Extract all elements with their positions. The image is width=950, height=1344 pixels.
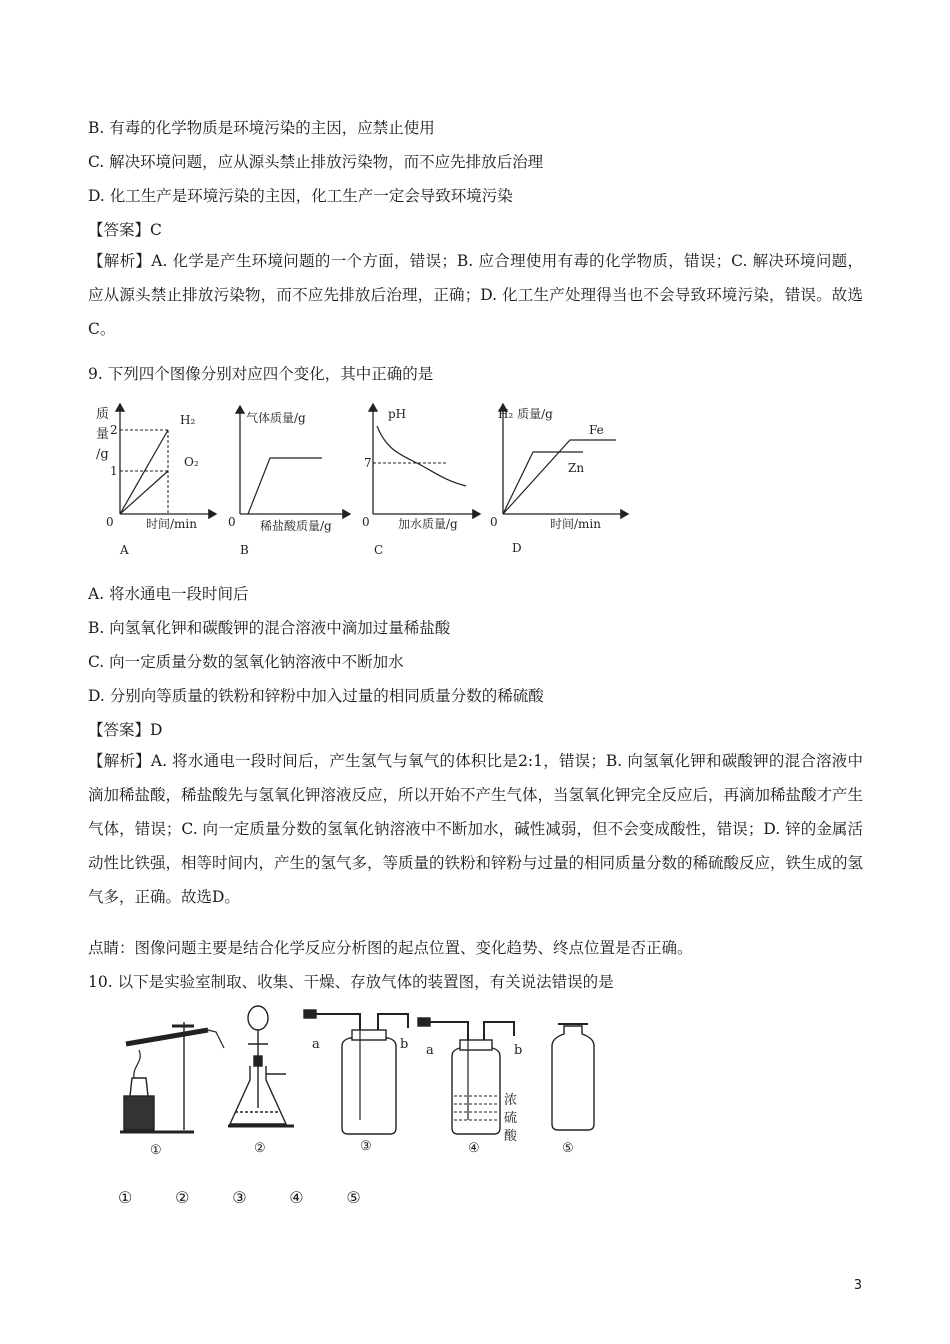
q8-option-c: C. 解决环境问题，应从源头禁止排放污染物，而不应先排放后治理 (88, 153, 544, 171)
q10-option-2: ② (175, 1188, 190, 1207)
q9-graphs-figure (88, 396, 648, 561)
fe-line (503, 440, 616, 514)
q9-stem: 9. 下列四个图像分别对应四个变化，其中正确的是 (88, 365, 434, 383)
q10-option-row (118, 1188, 398, 1207)
q10-stem: 10. 以下是实验室制取、收集、干燥、存放气体的装置图，有关说法错误的是 (88, 973, 614, 991)
graph-c-origin: 0 (362, 515, 370, 529)
graph-c-curve (377, 426, 466, 486)
apparatus-label-1: ① (150, 1143, 162, 1158)
q9-option-a: A. 将水通电一段时间后 (88, 585, 249, 603)
apparatus-3-b: b (400, 1037, 409, 1052)
apparatus-label-5: ⑤ (562, 1141, 574, 1156)
graph-c-letter: C (374, 543, 384, 557)
q9-tip: 点睛：图像问题主要是结合化学反应分析图的起点位置、变化趋势、终点位置是否正确。 (88, 939, 693, 957)
apparatus-4-a: a (426, 1043, 434, 1058)
q10-option-1: ① (118, 1188, 133, 1207)
apparatus-5 (552, 1024, 594, 1130)
graph-b-curve (248, 458, 322, 514)
q9-option-c: C. 向一定质量分数的氢氧化钠溶液中不断加水 (88, 653, 404, 671)
graph-c-xlabel: 加水质量/g (398, 517, 458, 531)
apparatus-4 (418, 1018, 514, 1134)
graph-b-ylabel: 气体质量/g (246, 411, 306, 425)
q9-option-b: B. 向氢氧化钾和碳酸钾的混合溶液中滴加过量稀盐酸 (88, 619, 451, 637)
acid-label-3: 酸 (504, 1129, 518, 1144)
apparatus-3 (304, 1010, 408, 1134)
apparatus-2 (228, 1006, 294, 1126)
graph-a-o2-label: O₂ (184, 455, 199, 469)
q10-option-4: ④ (289, 1188, 304, 1207)
apparatus-1 (120, 1022, 224, 1132)
graph-d-ylabel: H₂ 质量/g (498, 407, 553, 421)
q10-option-5: ⑤ (346, 1188, 361, 1207)
graph-c-ylabel: pH (388, 407, 407, 421)
o2-line (120, 471, 168, 514)
apparatus-4-b: b (514, 1043, 523, 1058)
graph-b-letter: B (240, 543, 249, 557)
q9-answer: 【答案】D (88, 721, 163, 739)
graph-a-tick-2: 2 (110, 423, 118, 437)
page-number: 3 (853, 1278, 862, 1293)
graph-b-xlabel: 稀盐酸质量/g (260, 519, 332, 533)
graph-a-tick-1: 1 (110, 464, 118, 478)
graph-a-ylabel-2: 量 (96, 427, 110, 442)
graph-a-xlabel: 时间/min (146, 517, 197, 531)
graph-a-letter: A (120, 543, 129, 557)
graph-c (362, 404, 480, 557)
graph-d-origin: 0 (490, 515, 498, 529)
q10-option-3: ③ (232, 1188, 247, 1207)
apparatus-label-2: ② (254, 1141, 266, 1156)
q9-option-d: D. 分别向等质量的铁粉和锌粉中加入过量的相同质量分数的稀硫酸 (88, 687, 544, 705)
graph-a-h2-label: H₂ (180, 413, 196, 427)
graph-d (490, 404, 628, 555)
apparatus-label-3: ③ (360, 1139, 372, 1154)
graph-d-zn-label: Zn (568, 461, 585, 475)
q8-answer: 【答案】C (88, 221, 162, 239)
h2-line (120, 430, 168, 514)
apparatus-label-4: ④ (468, 1141, 480, 1156)
apparatus-3-a: a (312, 1037, 320, 1052)
q8-option-b: B. 有毒的化学物质是环境污染的主因，应禁止使用 (88, 119, 435, 137)
acid-label-2: 硫 (504, 1111, 518, 1126)
q8-option-d: D. 化工生产是环境污染的主因，化工生产一定会导致环境污染 (88, 187, 513, 205)
graph-d-fe-label: Fe (589, 423, 604, 437)
q10-apparatus-figure (108, 1000, 608, 1165)
graph-a-origin: 0 (106, 515, 114, 529)
graph-a-ylabel-1: 质 (96, 407, 110, 422)
q9-analysis: 【解析】A. 将水通电一段时间后，产生氢气与氧气的体积比是2:1，错误；B. 向氢氧化钾和碳酸钾的混合溶液中滴加稀盐酸，稀盐酸先与氢氧化钾溶液反应，所以开始不产生气体，当氢氧化钾完全反应后，再滴加稀盐酸才产生气体，错误；C. 向一定质量分数的氢氧化钠溶液中不断加水，碱性减弱，但不会变成酸性，错误；D. 锌的金属活动性比铁强，相等时间内，产生的氢气多，等质量的铁粉和锌粉与过量的相同质量分数的稀硫酸反应，铁生成的氢气多，正确。故选D。 (88, 752, 864, 906)
graph-d-letter: D (512, 541, 522, 555)
acid-label-1: 浓 (504, 1093, 518, 1108)
graph-b (228, 406, 350, 557)
q8-analysis: 【解析】A. 化学是产生环境问题的一个方面，错误；B. 应合理使用有毒的化学物质，错误；C. 解决环境问题，应从源头禁止排放污染物，而不应先排放后治理，正确；D. 化工生产处理得当也不会导致环境污染，错误。故选C。 (88, 252, 863, 338)
graph-d-xlabel: 时间/min (550, 517, 601, 531)
graph-a (96, 404, 216, 557)
graph-a-ylabel-3: /g (96, 447, 109, 462)
graph-b-origin: 0 (228, 515, 236, 529)
graph-c-tick-7: 7 (364, 456, 372, 470)
